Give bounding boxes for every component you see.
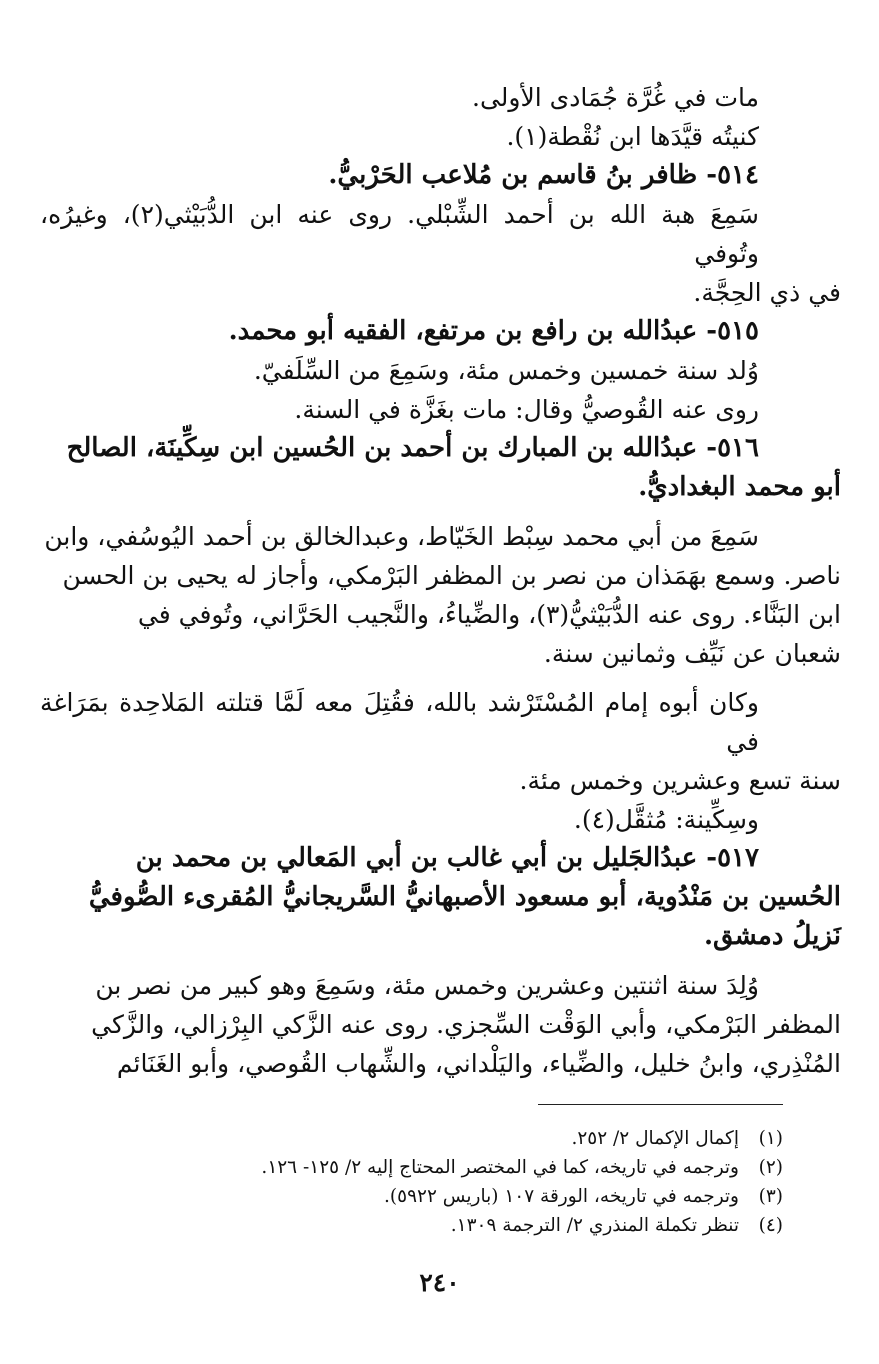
body-line: ناصر. وسمع بهَمَذان من نصر بن المظفر البَرْمكي، وأجاز له يحيى بن الحسن (62, 561, 841, 590)
entry-heading-line: أبو محمد البغداديُّ. (638, 472, 841, 502)
footnote-separator (538, 1104, 783, 1105)
entry-heading-line: ٥١٦- عبدُالله بن المبارك بن أحمد بن الحُسين ابن سِكِّينَة، الصالح (66, 433, 759, 463)
main-text (40, 78, 841, 1083)
entry-heading-line: ٥١٧- عبدُالجَليل بن أبي غالب بن أبي المَعالي بن محمد بن (135, 843, 759, 873)
body-line: المظفر البَرْمكي، وأبي الوَقْت السِّجزي. روى عنه الزَّكي البِرْزالي، والزَّكي (91, 1010, 841, 1039)
footnote (40, 1182, 783, 1211)
entry-heading-line: نَزيلُ دمشق. (704, 921, 841, 951)
body-line: كنيتُه قيَّدَها ابن نُقْطة(١). (506, 122, 759, 151)
body-line: مات في غُرَّة جُمَادى الأولى. (472, 83, 759, 112)
footnote-text: تنظر تكملة المنذري ٢/ الترجمة ١٣٠٩. (450, 1215, 739, 1236)
footnote-text: وترجمه في تاريخه، الورقة ١٠٧ (باريس ٥٩٢٢). (384, 1186, 739, 1207)
footnote (40, 1153, 783, 1182)
footnote (40, 1124, 783, 1153)
body-line: سَمِعَ من أبي محمد سِبْط الخَيّاط، وعبدالخالق بن أحمد اليُوسُفي، وابن (44, 522, 759, 551)
body-line: سَمِعَ هبة الله بن أحمد الشِّبْلي. روى عنه ابن الدُّبَيْثي(٢)، وغيرُه، وتُوفي (40, 200, 760, 268)
page-number: ٢٤٠ (419, 1268, 460, 1297)
footnote-text: إكمال الإكمال ٢/ ٢٥٢. (571, 1128, 739, 1149)
entry-heading-line: ٥١٤- ظافر بنُ قاسم بن مُلاعب الحَرْبيُّ. (328, 160, 759, 190)
body-line: وُلِدَ سنة اثنتين وعشرين وخمس مئة، وسَمِعَ وهو كبير من نصر بن (95, 971, 759, 1000)
entry-heading-line: الحُسين بن مَنْدُوية، أبو مسعود الأصبهانيُّ السَّريجانيُّ المُقرىء الصُّوفيُّ (88, 882, 841, 912)
footnote-number: (٣) (758, 1186, 783, 1207)
body-line: سنة تسع وعشرين وخمس مئة. (519, 766, 841, 795)
body-line: وسِكِّينة: مُثقَّل(٤). (573, 805, 759, 834)
body-line: روى عنه القُوصيُّ وقال: مات بغَزَّة في السنة. (294, 395, 759, 424)
footnote-number: (٢) (758, 1157, 783, 1178)
body-line: المُنْذِري، وابنُ خليل، والضِّياء، واليَلْداني، والشِّهاب القُوصي، وأبو الغَنَائم (116, 1049, 841, 1078)
body-line: وُلد سنة خمسين وخمس مئة، وسَمِعَ من السِّلَفيّ. (253, 356, 759, 385)
footnote (40, 1211, 783, 1240)
footnote-number: (٤) (758, 1215, 783, 1236)
footnote-text: وترجمه في تاريخه، كما في المختصر المحتاج إليه ٢/ ١٢٥- ١٢٦. (261, 1157, 739, 1178)
footnote-number: (١) (758, 1128, 783, 1149)
body-line: ابن البَنَّاء. روى عنه الدُّبَيْثيُّ(٣)، والضِّياءُ، والنَّجيب الحَرَّاني، وتُوفي في (137, 600, 841, 629)
entry-heading-line: ٥١٥- عبدُالله بن رافع بن مرتفع، الفقيه أبو محمد. (228, 316, 759, 346)
footnotes (40, 1124, 783, 1240)
body-line: في ذي الحِجَّة. (693, 278, 841, 307)
body-line: شعبان عن نَيِّف وثمانين سنة. (543, 639, 841, 668)
body-line: وكان أبوه إمام المُسْتَرْشد بالله، فقُتِلَ معه لَمَّا قتلته المَلاحِدة بمَرَاغة في (40, 688, 759, 756)
